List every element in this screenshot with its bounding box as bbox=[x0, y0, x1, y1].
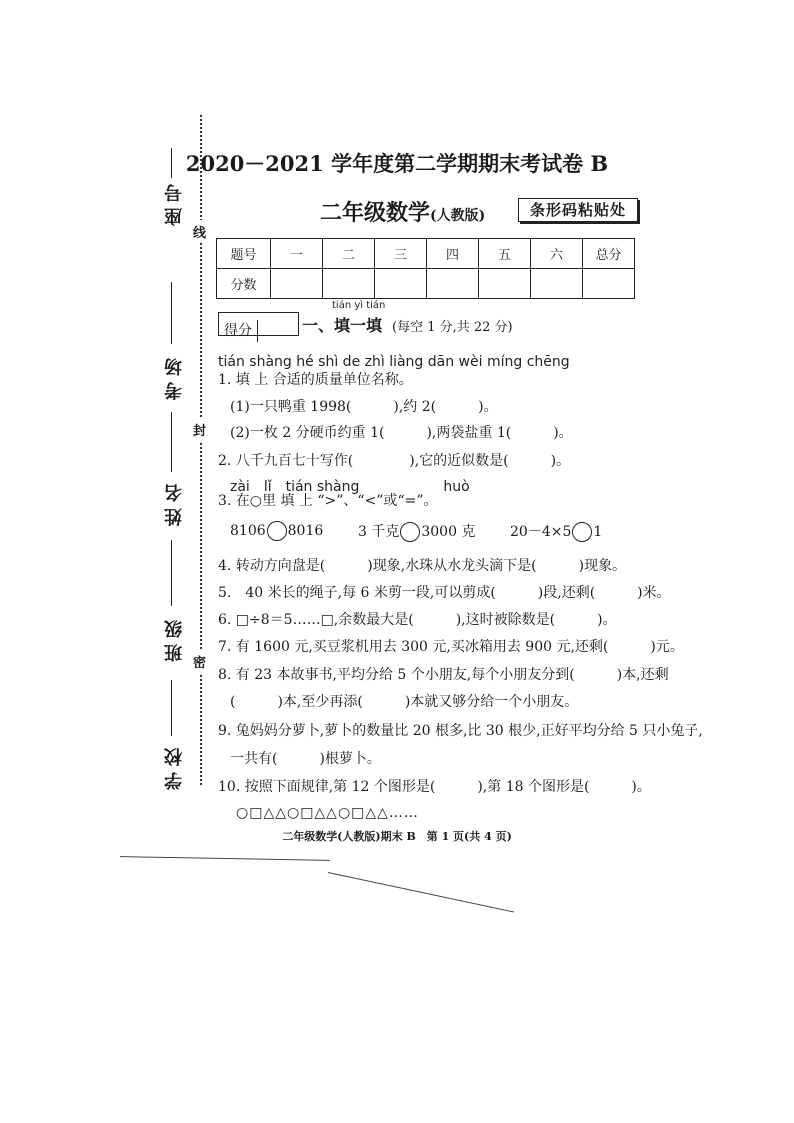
q3a-right: 8016 bbox=[287, 523, 324, 539]
score-input-cell[interactable] bbox=[271, 269, 323, 299]
score-cell: 三 bbox=[375, 239, 427, 269]
page-footer: 二年级数学(人教版)期末 B 第 1 页(共 4 页) bbox=[282, 830, 512, 843]
scan-mark bbox=[120, 856, 330, 861]
question-3-a bbox=[230, 521, 323, 541]
school-label: 学校 bbox=[164, 742, 185, 790]
barcode-area: 条形码粘贴处 bbox=[518, 198, 638, 222]
compare-circle[interactable] bbox=[572, 522, 592, 542]
question-6: 6. □÷8＝5……□,余数最大是( ),这时被除数是( )。 bbox=[218, 612, 617, 628]
room-line bbox=[171, 282, 172, 344]
seat-label: 座号 bbox=[164, 178, 185, 226]
q3c-left: 20－4×5 bbox=[510, 524, 572, 540]
score-input-cell[interactable] bbox=[583, 269, 635, 299]
score-input-cell[interactable] bbox=[427, 269, 479, 299]
section-score-box bbox=[218, 312, 299, 339]
question-10: 10. 按照下面规律,第 12 个图形是( ),第 18 个图形是( )。 bbox=[218, 779, 651, 795]
question-3-b bbox=[358, 521, 475, 542]
score-cell: 一 bbox=[271, 239, 323, 269]
section-title bbox=[302, 313, 513, 336]
q3a-left: 8106 bbox=[230, 523, 266, 539]
class-label: 班级 bbox=[164, 614, 185, 662]
score-cell: 六 bbox=[531, 239, 583, 269]
school-line bbox=[171, 680, 172, 736]
q3b-left: 3 千克 bbox=[358, 524, 400, 540]
question-2: 2. 八千九百七十写作( ),它的近似数是( )。 bbox=[218, 453, 571, 469]
question-1-1: (1)一只鸭重 1998( ),约 2( )。 bbox=[230, 399, 498, 415]
binding-char-mi: 密 bbox=[193, 650, 206, 673]
q3c-right: 1 bbox=[593, 524, 603, 540]
exam-subject bbox=[320, 196, 485, 227]
scan-mark bbox=[328, 872, 514, 912]
score-cell-label: 分数 bbox=[217, 269, 271, 299]
score-input-cell[interactable] bbox=[375, 269, 427, 299]
question-8-line1: 8. 有 23 本故事书,平均分给 5 个小朋友,每个小朋友分到( )本,还剩 bbox=[218, 667, 669, 683]
question-7: 7. 有 1600 元,买豆浆机用去 300 元,买冰箱用去 900 元,还剩( )元。 bbox=[218, 639, 684, 655]
score-input-cell[interactable] bbox=[531, 269, 583, 299]
subject-text: 二年级数学 bbox=[320, 200, 431, 226]
compare-circle[interactable] bbox=[267, 521, 287, 541]
score-table bbox=[216, 238, 635, 299]
question-8-line2: ( )本,至少再添( )本就又够分给一个小朋友。 bbox=[230, 694, 579, 710]
compare-circle[interactable] bbox=[400, 522, 420, 542]
binding-char-feng: 封 bbox=[193, 418, 206, 441]
name-label: 姓名 bbox=[164, 478, 185, 526]
q3b-right: 3000 克 bbox=[421, 524, 476, 540]
class-line bbox=[171, 540, 172, 606]
question-1-2: (2)一枚 2 分硬币约重 1( ),两袋盐重 1( )。 bbox=[230, 425, 573, 441]
question-3: 3. 在○里 填 上 “>”、“<”或“=”。 bbox=[218, 493, 438, 509]
score-input-cell[interactable] bbox=[323, 269, 375, 299]
question-5: 5. 40 米长的绳子,每 6 米剪一段,可以剪成( )段,还剩( )米。 bbox=[218, 585, 671, 601]
score-cell: 总分 bbox=[583, 239, 635, 269]
exam-title: 2020－2021 学年度第二学期期末考试卷 B bbox=[185, 151, 609, 176]
binding-dotted-line bbox=[200, 115, 202, 785]
question-4: 4. 转动方向盘是( )现象,水珠从水龙头滴下是( )现象。 bbox=[218, 558, 627, 574]
question-1: 1. 填 上 合适的质量单位名称。 bbox=[218, 372, 413, 388]
score-cell: 题号 bbox=[217, 239, 271, 269]
name-line bbox=[171, 412, 172, 472]
score-cell: 四 bbox=[427, 239, 479, 269]
question-9-line1: 9. 兔妈妈分萝卜,萝卜的数量比 20 根多,比 30 根少,正好平均分给 5 只小兔子, bbox=[218, 723, 703, 739]
score-table-score-row bbox=[217, 269, 635, 299]
section-pinyin: tián yì tián bbox=[332, 300, 386, 311]
score-cell: 五 bbox=[479, 239, 531, 269]
section-title-text: 一、填一填 bbox=[302, 316, 383, 335]
room-label: 考场 bbox=[164, 352, 185, 400]
binding-char-xian: 线 bbox=[193, 220, 206, 243]
score-input-cell[interactable] bbox=[479, 269, 531, 299]
q1-pinyin: tián shàng hé shì de zhì liàng dān wèi míng chēng bbox=[218, 354, 570, 370]
edition-text: (人教版) bbox=[430, 208, 486, 224]
score-cell: 二 bbox=[323, 239, 375, 269]
section-note: (每空 1 分,共 22 分) bbox=[392, 320, 513, 335]
question-9-line2: 一共有( )根萝卜。 bbox=[230, 751, 381, 767]
question-3-c bbox=[510, 521, 602, 542]
defen-label: 得分 bbox=[219, 320, 258, 342]
q3-pinyin: zài lǐ tián shàng huò bbox=[230, 479, 470, 495]
shape-sequence: ○□△△○□△△○□△△…… bbox=[236, 805, 419, 821]
score-table-header-row bbox=[217, 239, 635, 269]
defen-input[interactable] bbox=[258, 313, 298, 335]
